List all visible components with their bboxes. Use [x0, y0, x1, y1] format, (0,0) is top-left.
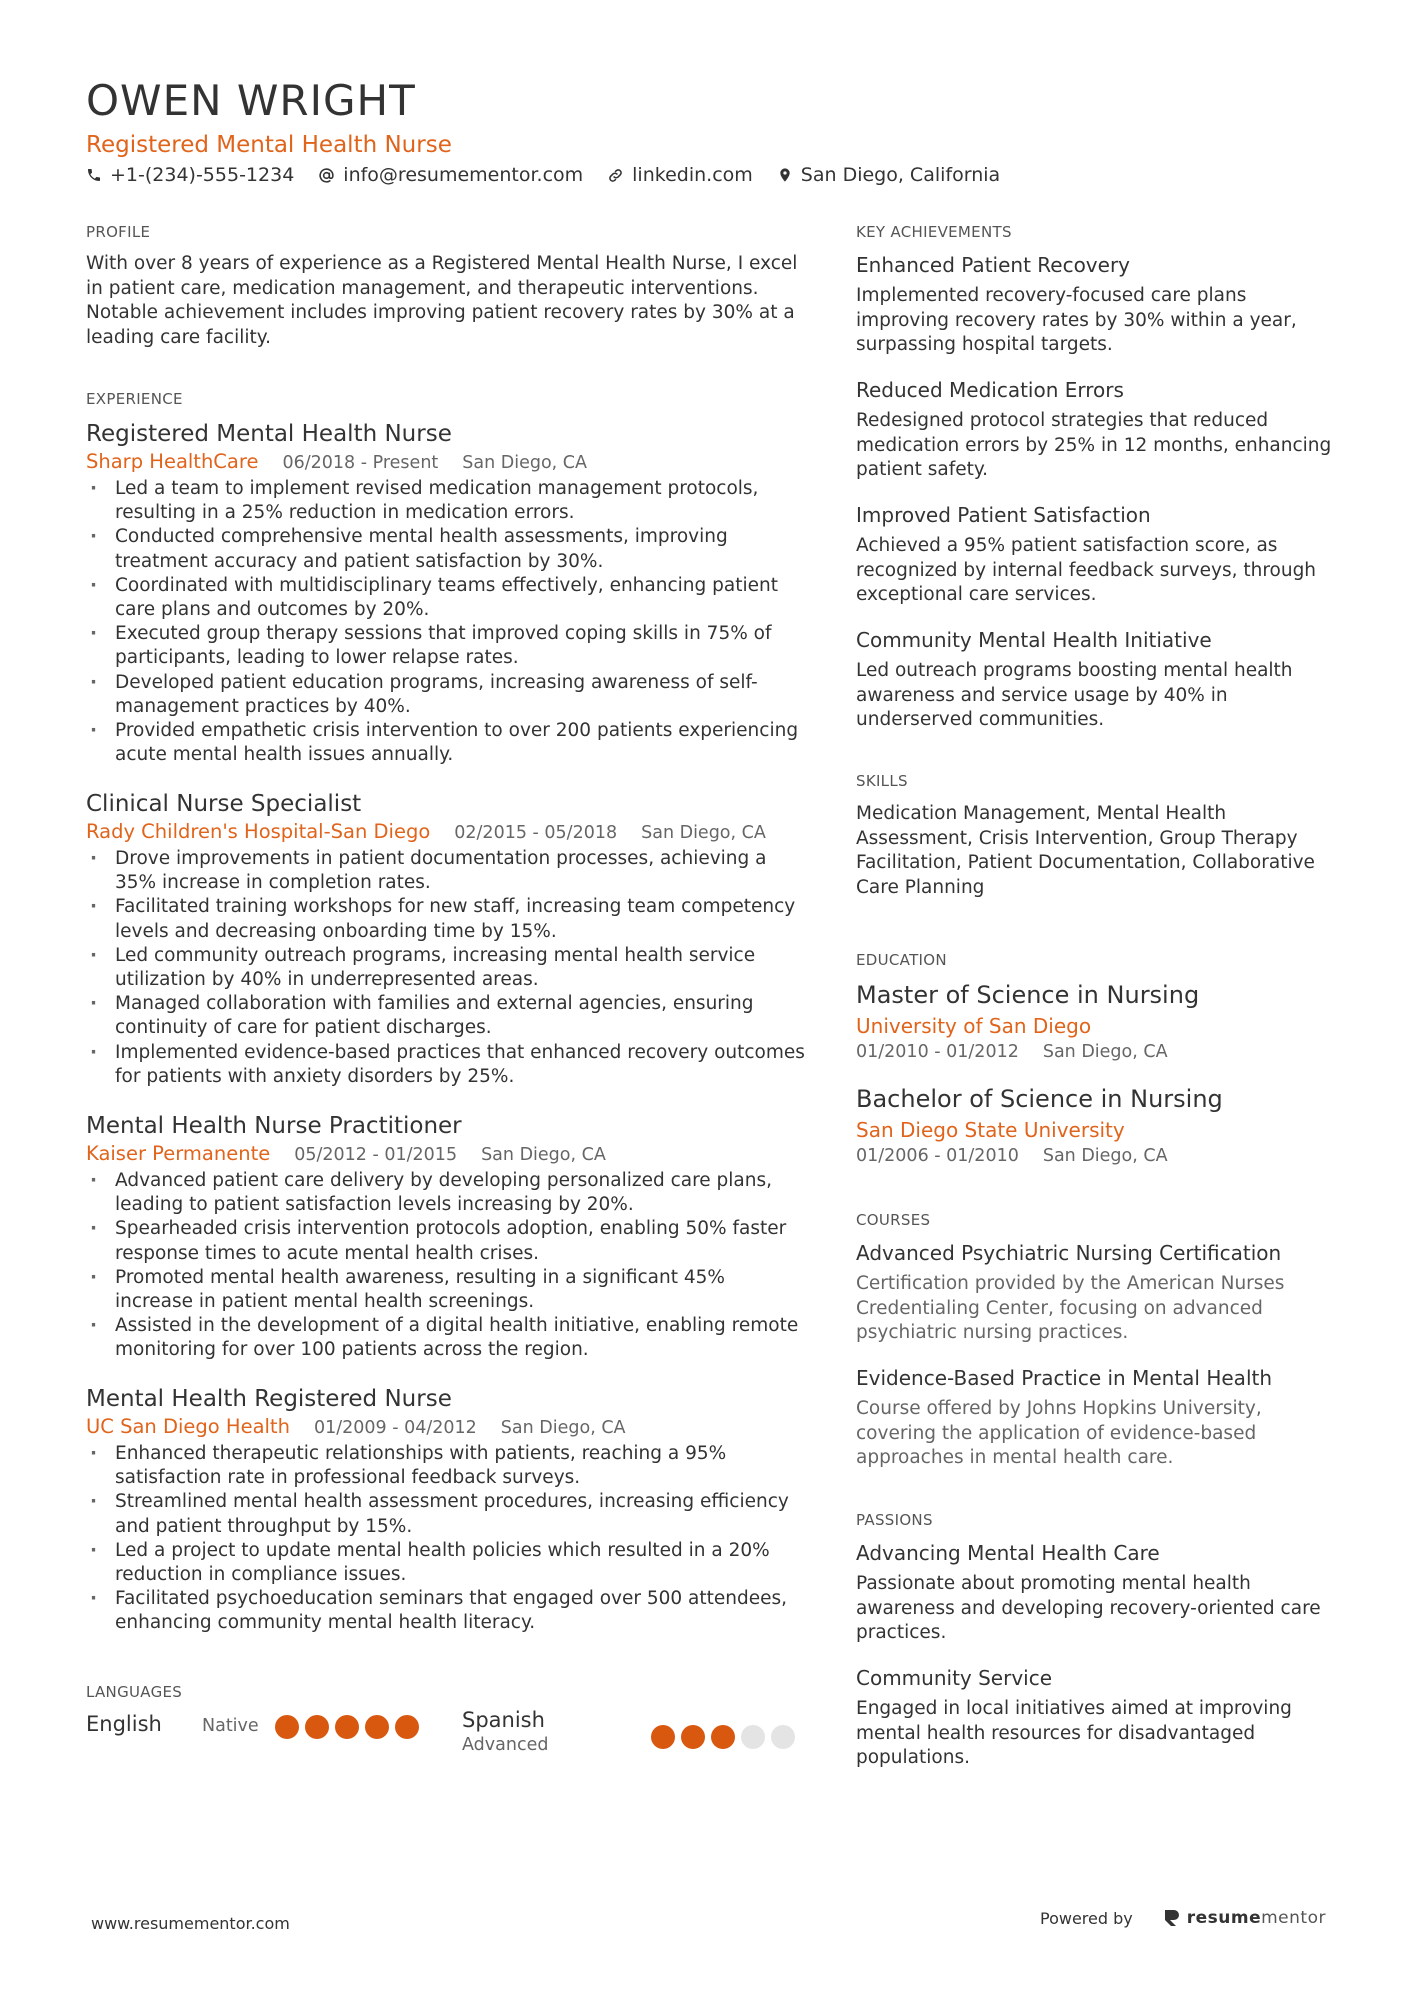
education-location: San Diego, CA — [1042, 1146, 1168, 1166]
job-location: San Diego, CA — [462, 453, 588, 473]
resumementor-logo-icon — [1163, 1908, 1181, 1928]
contact-location-text: San Diego, California — [800, 164, 1001, 186]
skills-heading: SKILLS — [856, 772, 908, 790]
achievement-item — [856, 502, 1336, 608]
languages-heading: LANGUAGES — [86, 1683, 183, 1701]
rating-dot-filled — [681, 1725, 705, 1749]
job-entry — [86, 790, 806, 1089]
contact-linkedin-text: linkedin.com — [632, 164, 753, 186]
rating-dot-filled — [651, 1725, 675, 1749]
job-bullet: · Assisted in the development of a digital health initiative, enabling remote monitoring for over 100 patients across the region. — [86, 1314, 806, 1362]
job-location: San Diego, CA — [500, 1418, 626, 1438]
job-bullet: · Coordinated with multidisciplinary teams effectively, enhancing patient care plans and outcomes by 20%. — [86, 574, 806, 622]
education-dates: 01/2010 - 01/2012 — [856, 1042, 1019, 1062]
achievement-title: Enhanced Patient Recovery — [856, 253, 1131, 277]
job-title: Mental Health Registered Nurse — [86, 1386, 452, 1412]
job-bullet: · Led a project to update mental health policies which resulted in a 20% reduction in compliance issues. — [86, 1539, 806, 1587]
footer-website-link[interactable]: www.resumementor.com — [91, 1914, 290, 1933]
at-icon — [318, 167, 335, 184]
rating-dot-empty — [771, 1725, 795, 1749]
contact-phone[interactable] — [86, 164, 294, 186]
brand-thin: mentor — [1261, 1908, 1326, 1928]
education-school: San Diego State University — [856, 1118, 1125, 1142]
brand-bold: resume — [1186, 1908, 1262, 1928]
profile-heading: PROFILE — [86, 223, 151, 241]
job-bullet: · Developed patient education programs, increasing awareness of self-management practices by 40%. — [86, 671, 806, 719]
achievement-desc: Led outreach programs boosting mental health awareness and service usage by 40% in underserved communities. — [856, 660, 1293, 730]
job-bullet: · Led community outreach programs, increasing mental health service utilization by 40% in underrepresented areas. — [86, 944, 806, 992]
language-rating-spanish — [651, 1725, 801, 1749]
achievement-desc: Achieved a 95% patient satisfaction score, as recognized by internal feedback surveys, through exceptional care services. — [856, 535, 1317, 605]
location-pin-icon — [777, 166, 793, 184]
contact-linkedin[interactable] — [607, 164, 753, 186]
job-bullets — [86, 477, 806, 767]
job-entry — [86, 1385, 806, 1636]
passion-title: Community Service — [856, 1666, 1053, 1690]
education-dates: 01/2006 - 01/2010 — [856, 1146, 1019, 1166]
rating-dot-filled — [395, 1715, 419, 1739]
job-company: UC San Diego Health — [86, 1415, 290, 1438]
contact-location — [777, 164, 1000, 186]
job-bullet: · Advanced patient care delivery by developing personalized care plans, leading to patient satisfaction levels increasing by 20%. — [86, 1169, 806, 1217]
job-bullets — [86, 1169, 806, 1363]
job-title: Mental Health Nurse Practitioner — [86, 1113, 462, 1139]
job-bullets — [86, 1442, 806, 1636]
passion-item — [856, 1665, 1336, 1771]
candidate-name: OWEN WRIGHT — [86, 76, 416, 125]
language-rating-english — [275, 1715, 425, 1739]
job-location: San Diego, CA — [481, 1145, 606, 1165]
profile-summary: With over 8 years of experience as a Registered Mental Health Nurse, I excel in patient care, medication management, and therapeutic interventions. Notable achievement includes improving patient recovery rates by 30% at a leading care facility. — [86, 253, 798, 348]
job-bullet: · Promoted mental health awareness, resulting in a significant 45% increase in patient mental health screenings. — [86, 1266, 806, 1314]
job-bullet: · Conducted comprehensive mental health assessments, improving treatment accuracy and patient satisfaction by 30%. — [86, 525, 806, 573]
experience-heading: EXPERIENCE — [86, 390, 183, 408]
rating-dot-filled — [711, 1725, 735, 1749]
job-company: Kaiser Permanente — [86, 1142, 271, 1165]
job-meta — [86, 1415, 806, 1438]
job-meta — [86, 1142, 806, 1165]
job-company: Sharp HealthCare — [86, 450, 259, 473]
job-bullet: · Implemented evidence-based practices that enhanced recovery outcomes for patients with anxiety disorders by 25%. — [86, 1041, 806, 1089]
contact-phone-text: +1-(234)-555-1234 — [110, 164, 295, 186]
achievement-desc: Redesigned protocol strategies that reduced medication errors by 25% in 12 months, enhancing patient safety. — [856, 410, 1332, 480]
contact-email-text: info@resumementor.com — [343, 164, 584, 186]
powered-by-label: Powered by — [1040, 1908, 1133, 1928]
contact-email[interactable] — [318, 164, 583, 186]
job-location: San Diego, CA — [641, 823, 766, 843]
achievement-title: Community Mental Health Initiative — [856, 628, 1212, 652]
job-bullet: · Led a team to implement revised medication management protocols, resulting in a 25% reduction in medication errors. — [86, 477, 806, 525]
passion-title: Advancing Mental Health Care — [856, 1541, 1160, 1565]
contact-bar — [86, 164, 1024, 186]
achievement-item — [856, 252, 1336, 358]
job-entry — [86, 1112, 806, 1363]
job-title: Clinical Nurse Specialist — [86, 791, 362, 817]
job-bullet: · Spearheaded crisis intervention protocols adoption, enabling 50% faster response times to acute mental health crises. — [86, 1217, 806, 1265]
education-school: University of San Diego — [856, 1014, 1092, 1038]
course-desc: Course offered by Johns Hopkins University, covering the application of evidence-based approaches in mental health care. — [856, 1398, 1262, 1468]
job-bullets — [86, 847, 806, 1089]
rating-dot-filled — [335, 1715, 359, 1739]
achievement-item — [856, 627, 1336, 733]
job-meta — [86, 820, 806, 843]
skills-list: Medication Management, Mental Health Assessment, Crisis Intervention, Group Therapy Facilitation, Patient Documentation, Collaborative Care Planning — [856, 803, 1315, 898]
course-item — [856, 1240, 1336, 1346]
job-bullet: · Provided empathetic crisis intervention to over 200 patients experiencing acute mental health issues annually. — [86, 719, 806, 767]
achievement-desc: Implemented recovery-focused care plans improving recovery rates by 30% within a year, surpassing hospital targets. — [856, 285, 1297, 355]
rating-dot-filled — [275, 1715, 299, 1739]
job-dates: 06/2018 - Present — [282, 453, 439, 473]
achievement-item — [856, 377, 1336, 483]
language-level: Native — [202, 1716, 259, 1736]
education-meta — [856, 1146, 1336, 1166]
course-title: Evidence-Based Practice in Mental Health — [856, 1366, 1273, 1390]
resumementor-logo[interactable] — [1163, 1908, 1326, 1928]
achievement-title: Improved Patient Satisfaction — [856, 503, 1151, 527]
education-item — [856, 980, 1336, 1062]
passions-heading: PASSIONS — [856, 1511, 933, 1529]
language-name: Spanish — [462, 1708, 545, 1732]
education-degree: Master of Science in Nursing — [856, 981, 1200, 1009]
language-name: English — [86, 1712, 162, 1736]
job-company: Rady Children's Hospital-San Diego — [86, 820, 431, 843]
passion-desc: Engaged in local initiatives aimed at improving mental health resources for disadvantaged populations. — [856, 1698, 1292, 1768]
achievement-title: Reduced Medication Errors — [856, 378, 1124, 402]
job-dates: 01/2009 - 04/2012 — [313, 1418, 477, 1438]
job-entry — [86, 420, 806, 767]
education-meta — [856, 1042, 1336, 1062]
job-bullet: · Streamlined mental health assessment procedures, increasing efficiency and patient throughput by 15%. — [86, 1490, 806, 1538]
rating-dot-filled — [305, 1715, 329, 1739]
language-level: Advanced — [462, 1735, 549, 1755]
job-bullet: · Managed collaboration with families and external agencies, ensuring continuity of care for patient discharges. — [86, 992, 806, 1040]
job-title: Registered Mental Health Nurse — [86, 421, 452, 447]
job-bullet: · Drove improvements in patient documentation processes, achieving a 35% increase in completion rates. — [86, 847, 806, 895]
course-item — [856, 1365, 1336, 1471]
rating-dot-filled — [365, 1715, 389, 1739]
education-location: San Diego, CA — [1042, 1042, 1168, 1062]
courses-heading: COURSES — [856, 1211, 931, 1229]
passion-desc: Passionate about promoting mental health awareness and developing recovery-oriented care practices. — [856, 1573, 1321, 1643]
footer-powered-by — [1040, 1908, 1326, 1928]
education-item — [856, 1084, 1336, 1166]
candidate-title: Registered Mental Health Nurse — [86, 132, 452, 158]
education-degree: Bachelor of Science in Nursing — [856, 1085, 1223, 1113]
job-bullet: · Facilitated psychoeducation seminars that engaged over 500 attendees, enhancing community mental health literacy. — [86, 1587, 806, 1635]
job-bullet: · Executed group therapy sessions that improved coping skills in 75% of participants, leading to lower relapse rates. — [86, 622, 806, 670]
passion-item — [856, 1540, 1336, 1646]
phone-icon — [86, 167, 102, 183]
job-bullet: · Facilitated training workshops for new staff, increasing team competency levels and decreasing onboarding time by 15%. — [86, 895, 806, 943]
course-title: Advanced Psychiatric Nursing Certification — [856, 1241, 1282, 1265]
rating-dot-empty — [741, 1725, 765, 1749]
job-dates: 05/2012 - 01/2015 — [294, 1145, 458, 1165]
course-desc: Certification provided by the American Nurses Credentialing Center, focusing on advanced psychiatric nursing practices. — [856, 1273, 1285, 1343]
job-bullet: · Enhanced therapeutic relationships with patients, reaching a 95% satisfaction rate in professional feedback surveys. — [86, 1442, 806, 1490]
link-icon — [607, 167, 624, 184]
achievements-heading: KEY ACHIEVEMENTS — [856, 223, 1012, 241]
education-heading: EDUCATION — [856, 951, 947, 969]
job-meta — [86, 450, 806, 473]
job-dates: 02/2015 - 05/2018 — [454, 823, 618, 843]
